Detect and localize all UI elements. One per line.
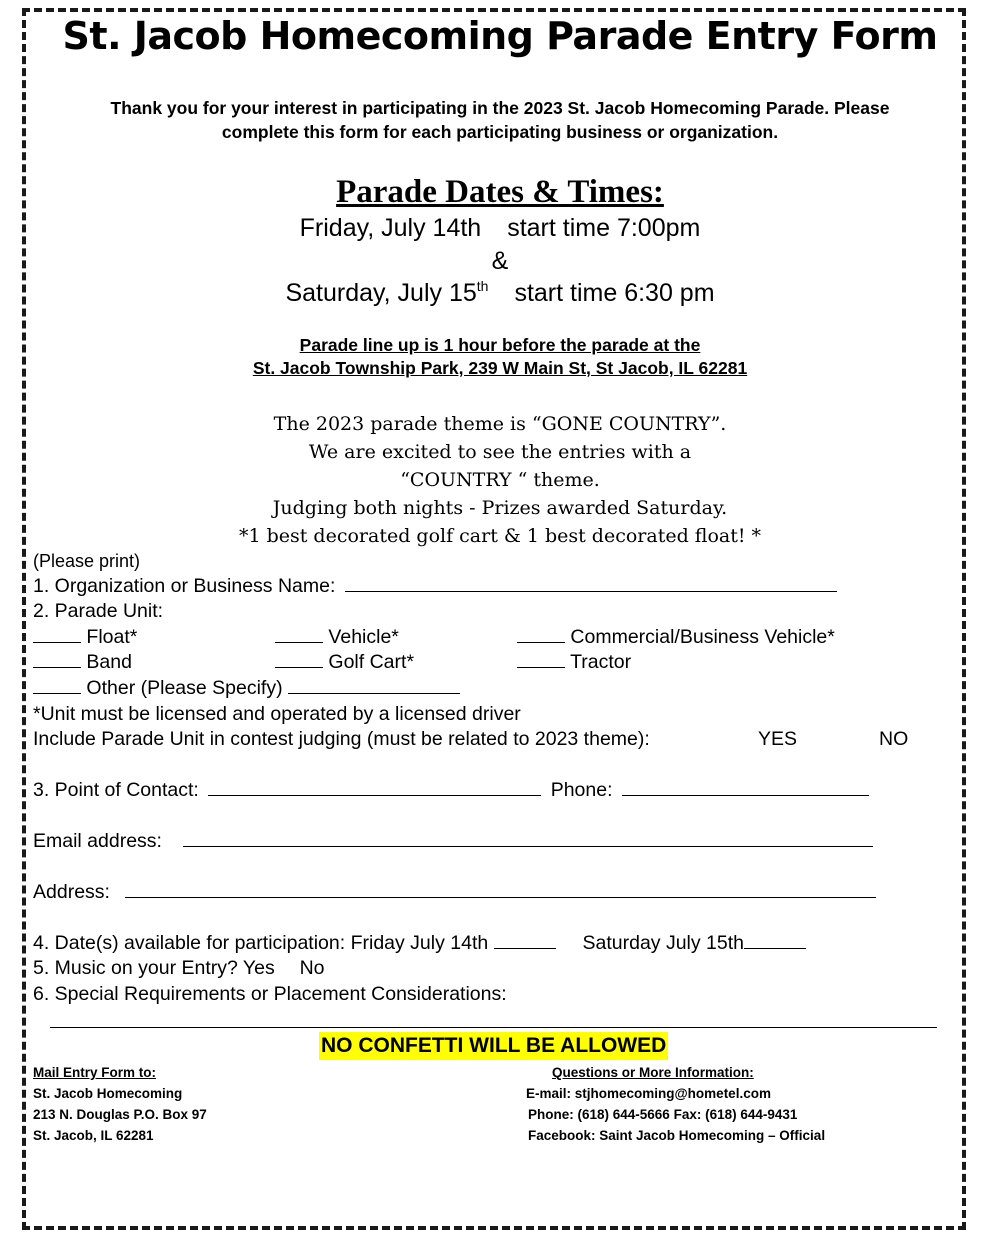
music-label: 5. Music on your Entry? xyxy=(33,957,238,979)
dates-available-row xyxy=(33,930,806,956)
unit-golf-cart-blank[interactable] xyxy=(275,650,323,668)
unit-vehicle-label: Vehicle* xyxy=(328,626,399,648)
saturday-date-line xyxy=(0,278,1000,308)
phone-field[interactable] xyxy=(622,778,869,796)
friday-time: start time 7:00pm xyxy=(507,214,701,242)
form-title: St. Jacob Homecoming Parade Entry Form xyxy=(62,14,938,58)
info-email[interactable]: E-mail: stjhomecoming@hometel.com xyxy=(526,1086,771,1101)
unit-vehicle xyxy=(275,624,399,650)
special-requirements-label: 6. Special Requirements or Placement Considerations: xyxy=(33,983,507,1005)
friday-option-label: Friday July 14th xyxy=(350,932,489,954)
address-row xyxy=(33,879,876,905)
judging-row xyxy=(33,726,650,752)
license-note: *Unit must be licensed and operated by a licensed driver xyxy=(33,703,521,725)
friday-date-line xyxy=(0,214,1000,243)
no-confetti-notice: NO CONFETTI WILL BE ALLOWED xyxy=(319,1032,668,1060)
org-name-label: 1. Organization or Business Name: xyxy=(33,575,336,597)
theme-line-1: The 2023 parade theme is “GONE COUNTRY”. xyxy=(273,413,727,435)
saturday-option-field[interactable] xyxy=(744,931,806,949)
mail-line-2: 213 N. Douglas P.O. Box 97 xyxy=(33,1107,207,1122)
intro-line-2: complete this form for each participating business or organization. xyxy=(221,122,779,142)
lineup-line-2: St. Jacob Township Park, 239 W Main St, St Jacob, IL 62281 xyxy=(252,358,748,378)
unit-golf-cart xyxy=(275,649,414,675)
unit-float xyxy=(33,624,137,650)
unit-commercial-blank[interactable] xyxy=(517,625,565,643)
unit-other-specify-field[interactable] xyxy=(288,676,460,694)
theme-line-3: “COUNTRY “ theme. xyxy=(400,469,600,491)
saturday-time: start time 6:30 pm xyxy=(514,279,715,307)
friday-option-field[interactable] xyxy=(494,931,556,949)
unit-band-label: Band xyxy=(86,651,132,673)
music-no-option[interactable]: No xyxy=(299,957,325,979)
contact-row xyxy=(33,777,869,803)
unit-tractor-label: Tractor xyxy=(570,651,632,673)
special-requirements-field[interactable] xyxy=(50,1027,937,1028)
unit-tractor xyxy=(517,649,631,675)
unit-other xyxy=(33,675,460,701)
theme-line-4: Judging both nights - Prizes awarded Saturday. xyxy=(272,497,728,519)
org-name-field[interactable] xyxy=(345,574,837,592)
info-heading-text: Questions or More Information: xyxy=(552,1065,754,1080)
unit-band xyxy=(33,649,132,675)
unit-commercial xyxy=(517,624,835,650)
date-ampersand: & xyxy=(491,247,509,275)
org-name-row xyxy=(33,573,837,599)
email-field[interactable] xyxy=(183,829,873,847)
unit-tractor-blank[interactable] xyxy=(517,650,565,668)
address-label: Address: xyxy=(33,881,110,903)
unit-band-blank[interactable] xyxy=(33,650,81,668)
judging-label: Include Parade Unit in contest judging (must be related to 2023 theme): xyxy=(33,728,650,750)
mail-line-1: St. Jacob Homecoming xyxy=(33,1086,183,1101)
unit-other-label: Other (Please Specify) xyxy=(86,677,283,699)
friday-day: Friday, July 14th xyxy=(299,214,482,242)
contact-label: 3. Point of Contact: xyxy=(33,779,199,801)
info-phone: Phone: (618) 644-5666 Fax: (618) 644-9431 xyxy=(528,1107,798,1122)
unit-other-blank[interactable] xyxy=(33,676,81,694)
info-heading xyxy=(552,1062,754,1083)
music-yes-option[interactable]: Yes xyxy=(242,957,275,979)
email-row xyxy=(33,828,873,854)
unit-golf-cart-label: Golf Cart* xyxy=(328,651,415,673)
unit-float-label: Float* xyxy=(86,626,138,648)
please-print-note: (Please print) xyxy=(33,551,141,571)
saturday-option-label: Saturday July 15th xyxy=(582,932,745,954)
theme-line-2: We are excited to see the entries with a xyxy=(308,441,692,463)
saturday-day: Saturday, July 15 xyxy=(285,279,477,307)
unit-commercial-label: Commercial/Business Vehicle* xyxy=(570,626,835,648)
music-row xyxy=(33,955,325,981)
theme-line-5: *1 best decorated golf cart & 1 best decorated float! * xyxy=(238,525,762,547)
email-label: Email address: xyxy=(33,830,162,852)
unit-float-blank[interactable] xyxy=(33,625,81,643)
phone-label: Phone: xyxy=(550,779,613,801)
mail-line-3: St. Jacob, IL 62281 xyxy=(33,1128,154,1143)
intro-text xyxy=(0,96,1000,144)
unit-vehicle-blank[interactable] xyxy=(275,625,323,643)
dates-available-label: 4. Date(s) available for participation: xyxy=(33,932,346,954)
judging-no-option[interactable]: NO xyxy=(879,728,909,750)
mail-heading: Mail Entry Form to: xyxy=(33,1065,157,1080)
lineup-line-1: Parade line up is 1 hour before the parade at the xyxy=(299,335,701,355)
judging-yes-option[interactable]: YES xyxy=(758,728,798,750)
saturday-sup: th xyxy=(476,278,489,294)
dates-heading: Parade Dates & Times: xyxy=(336,174,664,210)
parade-unit-label: 2. Parade Unit: xyxy=(33,600,164,622)
contact-field[interactable] xyxy=(208,778,541,796)
mail-block xyxy=(33,1062,207,1146)
info-facebook: Facebook: Saint Jacob Homecoming – Official xyxy=(528,1128,826,1143)
intro-line-1: Thank you for your interest in participating in the 2023 St. Jacob Homecoming Parade. Please xyxy=(110,98,890,118)
address-field[interactable] xyxy=(125,880,876,898)
theme-text xyxy=(0,410,1000,550)
